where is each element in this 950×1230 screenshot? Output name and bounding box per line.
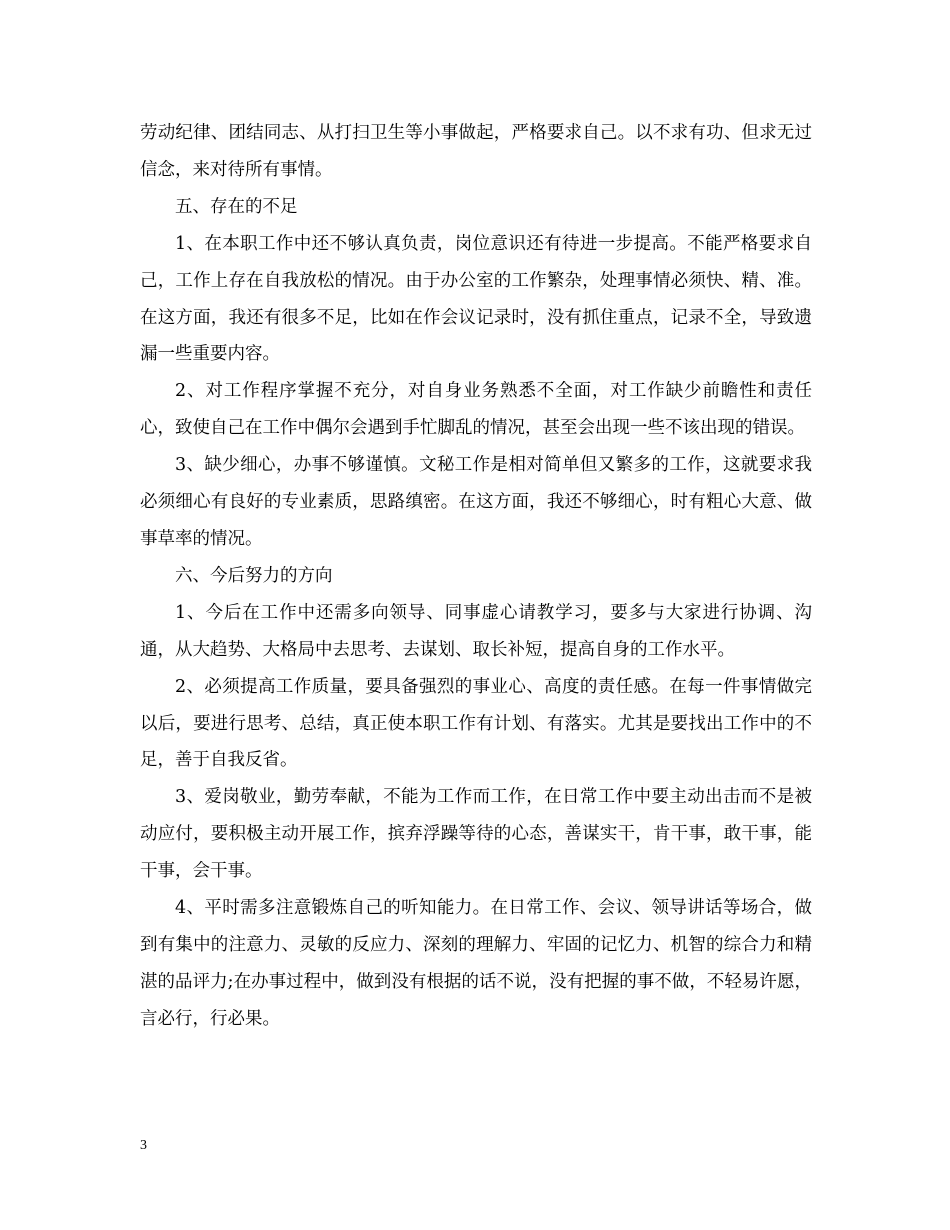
- paragraph-continuation: 劳动纪律、团结同志、从打扫卫生等小事做起，严格要求自己。以不求有功、但求无过信念，来对待所有事情。: [140, 123, 812, 180]
- page-number: 3: [140, 1138, 147, 1153]
- paragraph-direction-4: 4、平时需多注意锻炼自己的听知能力。在日常工作、会议、领导讲话等场合，做到有集中的注意力、灵敏的反应力、深刻的理解力、牢固的记忆力、机智的综合力和精湛的品评力;在办事过程中，做到没有根据的话不说，没有把握的事不做，不轻易许愿，言必行，行必果。: [140, 898, 812, 1029]
- paragraph-direction-3: 3、爱岗敬业，勤劳奉献，不能为工作而工作，在日常工作中要主动出击而不是被动应付，要积极主动开展工作，摈弃浮躁等待的心态，善谋实干，肯干事，敢干事，能干事，会干事。: [140, 787, 812, 882]
- section-heading-future-direction: 六、今后努力的方向: [175, 565, 333, 586]
- document-body: [140, 115, 812, 1038]
- section-heading-shortcomings: 五、存在的不足: [175, 196, 298, 217]
- paragraph-shortcoming-3: 3、缺少细心，办事不够谨慎。文秘工作是相对简单但又繁多的工作，这就要求我必须细心有良好的专业素质，思路缜密。在这方面，我还不够细心，时有粗心大意、做事草率的情况。: [140, 455, 812, 549]
- paragraph-direction-2: 2、必须提高工作质量，要具备强烈的事业心、高度的责任感。在每一件事情做完以后，要进行思考、总结，真正使本职工作有计划、有落实。尤其是要找出工作中的不足，善于自我反省。: [140, 676, 812, 771]
- paragraph-shortcoming-2: 2、对工作程序掌握不充分，对自身业务熟悉不全面，对工作缺少前瞻性和责任心，致使自己在工作中偶尔会遇到手忙脚乱的情况，甚至会出现一些不该出现的错误。: [140, 381, 812, 439]
- paragraph-shortcoming-1: 1、在本职工作中还不够认真负责，岗位意识还有待进一步提高。不能严格要求自己，工作上存在自我放松的情况。由于办公室的工作繁杂，处理事情必须快、精、准。在这方面，我还有很多不足，比如在作会议记录时，没有抓住重点，记录不全，导致遗漏一些重要内容。: [140, 233, 812, 365]
- paragraph-direction-1: 1、今后在工作中还需多向领导、同事虚心请教学习，要多与大家进行协调、沟通，从大趋势、大格局中去思考、去谋划、取长补短，提高自身的工作水平。: [140, 602, 812, 660]
